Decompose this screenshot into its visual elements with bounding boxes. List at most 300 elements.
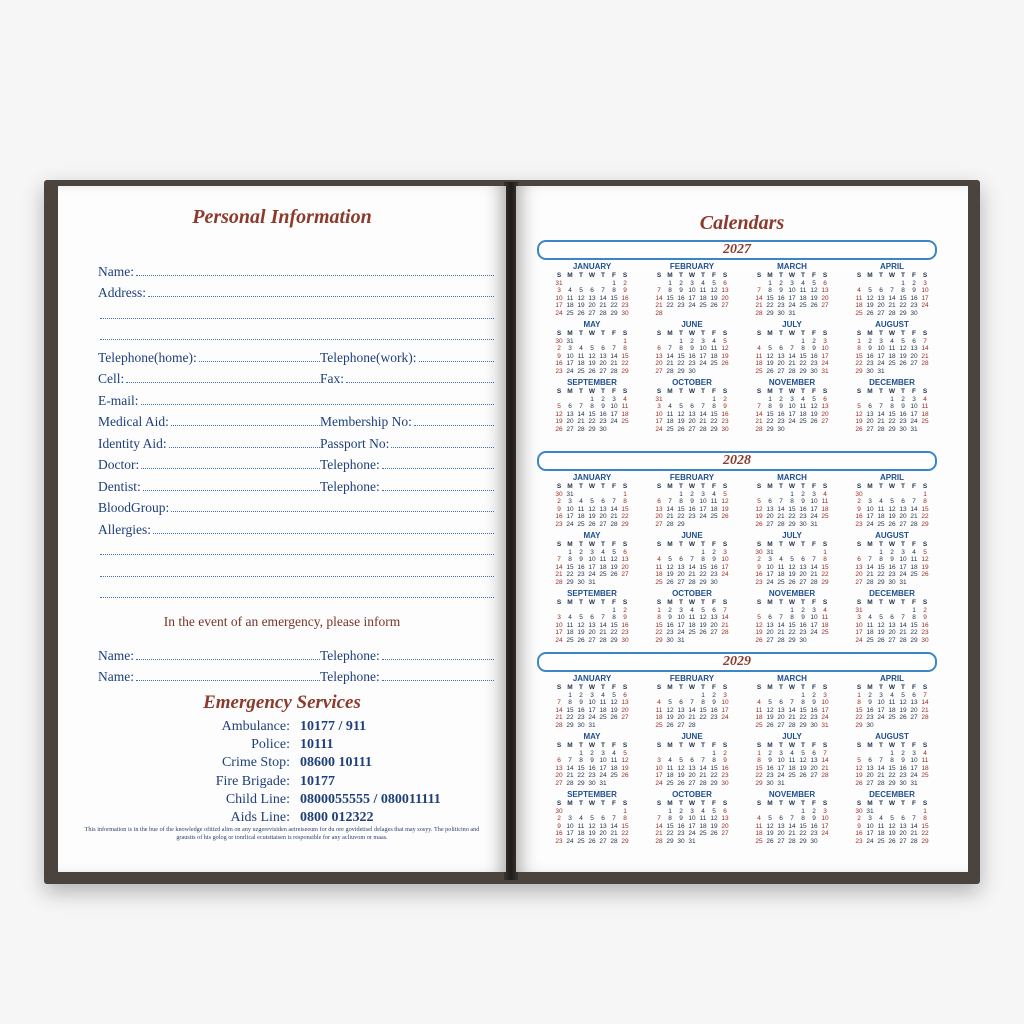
day-cell xyxy=(920,426,931,434)
weekday-header: F xyxy=(912,541,916,548)
month-grid xyxy=(854,483,931,529)
day-cell: 7 xyxy=(690,699,694,707)
dotted-input-line[interactable] xyxy=(169,447,320,448)
day-cell: 24 xyxy=(910,418,918,426)
day-cell: 24 xyxy=(788,302,796,310)
day-cell: 18 xyxy=(877,513,885,521)
day-cell: 11 xyxy=(699,815,707,823)
day-cell: 11 xyxy=(777,563,785,571)
day-cell: 3 xyxy=(701,490,705,498)
day-cell: 8 xyxy=(879,556,883,564)
day-cell: 9 xyxy=(779,403,783,411)
day-cell: 28 xyxy=(755,309,763,317)
day-cell xyxy=(698,310,709,318)
day-cell: 23 xyxy=(810,714,818,722)
weekday-header: S xyxy=(922,742,928,749)
month-grid xyxy=(854,684,931,730)
day-cell: 2 xyxy=(590,749,594,757)
month-september xyxy=(542,378,642,436)
dotted-input-line[interactable] xyxy=(199,361,320,362)
weekday-header: W xyxy=(688,684,696,691)
day-cell: 13 xyxy=(910,699,918,707)
day-cell: 22 xyxy=(910,629,918,637)
dotted-input-line[interactable] xyxy=(100,554,494,555)
day-cell: 15 xyxy=(877,563,885,571)
day-cell: 18 xyxy=(821,621,829,629)
day-cell: 15 xyxy=(577,764,585,772)
weekday-header: M xyxy=(867,800,873,807)
weekday-header: W xyxy=(588,742,596,749)
field-blank[interactable] xyxy=(98,576,494,581)
day-cell: 25 xyxy=(666,779,674,787)
year-2029-banner: 2029 xyxy=(537,652,937,672)
day-cell: 10 xyxy=(866,822,874,830)
day-cell: 27 xyxy=(899,837,907,845)
day-cell: 27 xyxy=(799,578,807,586)
day-cell: 28 xyxy=(610,837,618,845)
day-cell: 24 xyxy=(821,360,829,368)
day-cell: 15 xyxy=(855,706,863,714)
day-cell: 27 xyxy=(766,636,774,644)
day-cell: 5 xyxy=(679,757,683,765)
day-cell: 23 xyxy=(688,360,696,368)
dotted-input-line[interactable] xyxy=(100,318,494,319)
day-cell: 6 xyxy=(857,556,861,564)
day-cell: 11 xyxy=(621,403,629,411)
field-name[interactable] xyxy=(98,669,320,685)
dotted-input-line[interactable] xyxy=(391,447,494,448)
day-cell: 9 xyxy=(801,498,805,506)
day-cell: 22 xyxy=(788,513,796,521)
dotted-input-line[interactable] xyxy=(136,680,320,681)
weekday-header: T xyxy=(701,599,705,606)
day-cell: 28 xyxy=(688,721,696,729)
day-cell: 10 xyxy=(810,498,818,506)
day-cell: 8 xyxy=(712,757,716,765)
day-cell: 24 xyxy=(777,772,785,780)
dotted-input-line[interactable] xyxy=(100,339,494,340)
service-label: Child Line: xyxy=(225,791,290,807)
day-cell: 28 xyxy=(655,837,663,845)
day-cell: 2 xyxy=(679,807,683,815)
day-cell: 5 xyxy=(790,556,794,564)
day-cell: 15 xyxy=(566,563,574,571)
day-cell: 6 xyxy=(679,699,683,707)
service-label: Police: xyxy=(251,737,290,753)
weekday-header: S xyxy=(722,272,728,279)
day-cell: 25 xyxy=(599,714,607,722)
dotted-input-line[interactable] xyxy=(100,597,494,598)
weekday-header: S xyxy=(656,272,662,279)
day-cell: 9 xyxy=(590,757,594,765)
day-cell: 29 xyxy=(677,520,685,528)
day-cell: 2 xyxy=(579,548,583,556)
day-cell: 4 xyxy=(923,749,927,757)
day-cell: 2 xyxy=(901,395,905,403)
day-cell: 29 xyxy=(621,367,629,375)
day-cell: 17 xyxy=(921,294,929,302)
month-april xyxy=(842,674,942,732)
personal-information-page xyxy=(58,186,506,872)
day-cell: 28 xyxy=(788,721,796,729)
service-number: 08600 10111 xyxy=(300,755,372,771)
day-cell xyxy=(587,491,598,499)
day-cell: 22 xyxy=(888,772,896,780)
day-cell: 4 xyxy=(568,614,572,622)
day-cell: 11 xyxy=(577,822,585,830)
day-cell: 25 xyxy=(710,513,718,521)
day-cell: 9 xyxy=(768,757,772,765)
day-cell: 29 xyxy=(610,309,618,317)
weekday-header: T xyxy=(701,330,705,337)
weekday-header: T xyxy=(601,541,605,548)
day-cell: 16 xyxy=(677,822,685,830)
month-name: AUGUST xyxy=(875,320,909,329)
day-cell: 18 xyxy=(666,418,674,426)
day-cell: 5 xyxy=(612,691,616,699)
day-cell: 7 xyxy=(912,498,916,506)
day-cell xyxy=(765,338,776,346)
field-blank[interactable] xyxy=(98,597,494,602)
weekday-header: T xyxy=(801,541,805,548)
weekday-header: S xyxy=(722,800,728,807)
day-cell xyxy=(598,338,609,346)
day-cell: 8 xyxy=(801,815,805,823)
dotted-input-line[interactable] xyxy=(153,533,494,534)
day-cell: 17 xyxy=(910,764,918,772)
day-cell: 23 xyxy=(577,714,585,722)
dotted-input-line[interactable] xyxy=(382,659,494,660)
day-cell: 29 xyxy=(699,578,707,586)
day-cell xyxy=(720,838,731,846)
day-cell: 22 xyxy=(888,418,896,426)
day-cell: 7 xyxy=(757,287,761,295)
field-address[interactable] xyxy=(98,285,494,301)
day-cell: 27 xyxy=(677,721,685,729)
field-telephone[interactable] xyxy=(320,457,494,473)
weekday-header: T xyxy=(701,541,705,548)
day-cell: 29 xyxy=(788,636,796,644)
day-cell: 7 xyxy=(657,287,661,295)
day-cell: 9 xyxy=(579,556,583,564)
field-medical-aid[interactable] xyxy=(98,414,320,430)
field-bloodgroup[interactable] xyxy=(98,500,494,516)
day-cell: 19 xyxy=(677,772,685,780)
day-cell: 25 xyxy=(777,578,785,586)
day-cell xyxy=(609,780,620,788)
field-name[interactable] xyxy=(98,648,320,664)
day-cell: 14 xyxy=(921,345,929,353)
dotted-input-line[interactable] xyxy=(414,425,494,426)
day-cell: 31 xyxy=(899,578,907,586)
weekday-header: W xyxy=(888,330,896,337)
field-membership-no[interactable] xyxy=(320,414,494,430)
day-cell: 11 xyxy=(666,764,674,772)
field-cell[interactable] xyxy=(98,371,320,387)
field-telephone[interactable] xyxy=(320,479,494,495)
day-cell: 27 xyxy=(566,425,574,433)
month-grid xyxy=(554,742,631,788)
day-cell: 6 xyxy=(657,498,661,506)
day-cell: 10 xyxy=(566,352,574,360)
day-cell: 22 xyxy=(666,830,674,838)
weekday-header: S xyxy=(556,388,562,395)
day-cell: 14 xyxy=(599,621,607,629)
weekday-header: F xyxy=(812,483,816,490)
day-cell: 16 xyxy=(899,410,907,418)
day-cell xyxy=(687,549,698,557)
dotted-input-line[interactable] xyxy=(141,404,495,405)
dotted-input-line[interactable] xyxy=(419,361,494,362)
day-cell: 20 xyxy=(588,629,596,637)
day-cell: 11 xyxy=(855,294,863,302)
day-cell: 18 xyxy=(655,714,663,722)
day-cell: 13 xyxy=(821,403,829,411)
day-cell: 5 xyxy=(723,337,727,345)
weekday-header: M xyxy=(767,599,773,606)
day-cell: 23 xyxy=(677,302,685,310)
day-cell: 1 xyxy=(768,395,772,403)
month-name: MAY xyxy=(583,320,601,329)
day-cell: 26 xyxy=(588,367,596,375)
day-cell: 14 xyxy=(755,294,763,302)
month-april xyxy=(842,473,942,531)
dotted-input-line[interactable] xyxy=(136,275,494,276)
day-cell: 28 xyxy=(655,309,663,317)
day-cell: 10 xyxy=(688,815,696,823)
day-cell xyxy=(787,780,798,788)
month-may xyxy=(542,732,642,790)
weekday-header: M xyxy=(767,483,773,490)
field-name[interactable] xyxy=(98,264,494,280)
day-cell: 21 xyxy=(755,302,763,310)
field-fax[interactable] xyxy=(320,371,494,387)
day-cell xyxy=(909,368,920,376)
day-cell xyxy=(687,692,698,700)
month-march xyxy=(742,674,842,732)
day-cell: 24 xyxy=(910,772,918,780)
day-cell: 12 xyxy=(721,345,729,353)
month-may xyxy=(542,320,642,378)
dotted-input-line[interactable] xyxy=(346,382,494,383)
month-grid xyxy=(754,483,831,529)
day-cell: 23 xyxy=(721,418,729,426)
day-cell: 24 xyxy=(810,513,818,521)
day-cell: 27 xyxy=(599,520,607,528)
weekday-header: M xyxy=(567,388,573,395)
day-cell: 2 xyxy=(690,337,694,345)
month-grid xyxy=(854,388,931,434)
day-cell xyxy=(620,579,631,587)
month-july xyxy=(742,531,842,589)
day-cell: 5 xyxy=(712,279,716,287)
day-cell: 27 xyxy=(721,830,729,838)
day-cell xyxy=(765,607,776,615)
day-cell: 6 xyxy=(623,691,627,699)
day-cell: 10 xyxy=(610,403,618,411)
dotted-input-line[interactable] xyxy=(143,490,320,491)
field-telephone[interactable] xyxy=(320,669,494,685)
dotted-input-line[interactable] xyxy=(382,490,494,491)
day-cell xyxy=(920,368,931,376)
weekday-header: W xyxy=(688,541,696,548)
field-dentist[interactable] xyxy=(98,479,320,495)
weekday-header: T xyxy=(601,742,605,749)
month-name: SEPTEMBER xyxy=(567,790,617,799)
dotted-input-line[interactable] xyxy=(171,511,494,512)
dotted-input-line[interactable] xyxy=(100,576,494,577)
day-cell: 28 xyxy=(755,425,763,433)
dotted-input-line[interactable] xyxy=(382,680,494,681)
day-cell: 13 xyxy=(777,352,785,360)
day-cell: 28 xyxy=(599,636,607,644)
day-cell: 25 xyxy=(655,578,663,586)
service-row xyxy=(58,791,506,809)
field-passport-no[interactable] xyxy=(320,436,494,452)
day-cell: 31 xyxy=(910,779,918,787)
day-cell: 30 xyxy=(855,490,863,498)
day-cell: 21 xyxy=(610,830,618,838)
day-cell: 6 xyxy=(712,606,716,614)
day-cell xyxy=(776,607,787,615)
dotted-input-line[interactable] xyxy=(171,425,320,426)
day-cell xyxy=(620,780,631,788)
day-cell: 8 xyxy=(857,345,861,353)
day-cell: 3 xyxy=(557,614,561,622)
field-identity-aid[interactable] xyxy=(98,436,320,452)
month-grid xyxy=(654,800,731,846)
day-cell: 15 xyxy=(888,410,896,418)
day-cell: 20 xyxy=(621,706,629,714)
weekday-header: F xyxy=(612,272,616,279)
day-cell: 28 xyxy=(788,837,796,845)
day-cell: 27 xyxy=(655,367,663,375)
day-cell: 24 xyxy=(721,571,729,579)
day-cell: 27 xyxy=(721,302,729,310)
dotted-input-line[interactable] xyxy=(382,468,494,469)
day-cell: 28 xyxy=(910,837,918,845)
day-cell: 18 xyxy=(777,571,785,579)
field-blank[interactable] xyxy=(98,339,494,344)
day-cell xyxy=(665,396,676,404)
day-cell: 12 xyxy=(888,822,896,830)
year-2028-banner: 2028 xyxy=(537,451,937,471)
month-name: JUNE xyxy=(681,531,703,540)
service-row xyxy=(58,736,506,754)
field-telephone-home[interactable] xyxy=(98,350,320,366)
month-name: MARCH xyxy=(777,473,807,482)
weekday-header: S xyxy=(856,599,862,606)
day-cell: 7 xyxy=(601,287,605,295)
day-cell xyxy=(565,607,576,615)
day-cell: 24 xyxy=(655,425,663,433)
day-cell xyxy=(898,491,909,499)
day-cell: 7 xyxy=(723,606,727,614)
dotted-input-line[interactable] xyxy=(126,382,320,383)
day-cell: 19 xyxy=(899,352,907,360)
day-cell: 1 xyxy=(790,490,794,498)
field-doctor[interactable] xyxy=(98,457,320,473)
day-cell: 20 xyxy=(721,822,729,830)
weekday-header: S xyxy=(822,599,828,606)
weekday-header: S xyxy=(856,800,862,807)
day-cell: 18 xyxy=(755,714,763,722)
day-cell: 20 xyxy=(855,571,863,579)
dotted-input-line[interactable] xyxy=(136,659,320,660)
day-cell: 25 xyxy=(821,629,829,637)
field-allergies[interactable] xyxy=(98,522,494,538)
day-cell: 15 xyxy=(888,764,896,772)
field-telephone-work[interactable] xyxy=(320,350,494,366)
day-cell: 11 xyxy=(688,614,696,622)
day-cell: 24 xyxy=(655,779,663,787)
dotted-input-line[interactable] xyxy=(141,468,320,469)
day-cell: 18 xyxy=(666,772,674,780)
day-cell: 14 xyxy=(666,505,674,513)
day-cell xyxy=(709,722,720,730)
day-cell: 1 xyxy=(701,691,705,699)
weekday-header: T xyxy=(579,599,583,606)
day-cell xyxy=(865,607,876,615)
field-blank[interactable] xyxy=(98,554,494,559)
day-cell: 10 xyxy=(599,757,607,765)
weekday-header: T xyxy=(801,330,805,337)
weekday-header: F xyxy=(912,599,916,606)
field-telephone[interactable] xyxy=(320,648,494,664)
day-cell xyxy=(887,808,898,816)
day-cell: 17 xyxy=(721,563,729,571)
weekday-header: F xyxy=(612,684,616,691)
day-cell: 2 xyxy=(857,498,861,506)
day-cell: 5 xyxy=(612,548,616,556)
day-cell xyxy=(865,396,876,404)
day-cell: 3 xyxy=(790,395,794,403)
day-cell xyxy=(609,426,620,434)
day-cell: 6 xyxy=(779,815,783,823)
day-cell: 16 xyxy=(810,822,818,830)
day-cell: 17 xyxy=(821,822,829,830)
day-cell: 15 xyxy=(666,822,674,830)
day-cell: 1 xyxy=(568,548,572,556)
field-e-mail[interactable] xyxy=(98,393,494,409)
day-cell: 27 xyxy=(710,629,718,637)
day-cell xyxy=(787,808,798,816)
weekday-header: W xyxy=(888,272,896,279)
day-cell xyxy=(587,607,598,615)
month-grid xyxy=(754,684,831,730)
day-cell: 5 xyxy=(890,498,894,506)
day-cell: 1 xyxy=(801,337,805,345)
day-cell: 9 xyxy=(779,287,783,295)
day-cell xyxy=(576,338,587,346)
day-cell: 8 xyxy=(768,403,772,411)
day-cell: 8 xyxy=(912,614,916,622)
day-cell: 12 xyxy=(610,699,618,707)
day-cell: 9 xyxy=(557,352,561,360)
day-cell: 22 xyxy=(699,714,707,722)
dotted-input-line[interactable] xyxy=(148,296,494,297)
day-cell: 12 xyxy=(766,822,774,830)
weekday-header: F xyxy=(612,800,616,807)
day-cell: 22 xyxy=(710,418,718,426)
day-cell: 6 xyxy=(590,614,594,622)
day-cell xyxy=(920,780,931,788)
form-row xyxy=(98,538,494,560)
day-cell xyxy=(687,750,698,758)
day-cell: 19 xyxy=(921,563,929,571)
field-blank[interactable] xyxy=(98,318,494,323)
weekday-header: W xyxy=(788,541,796,548)
